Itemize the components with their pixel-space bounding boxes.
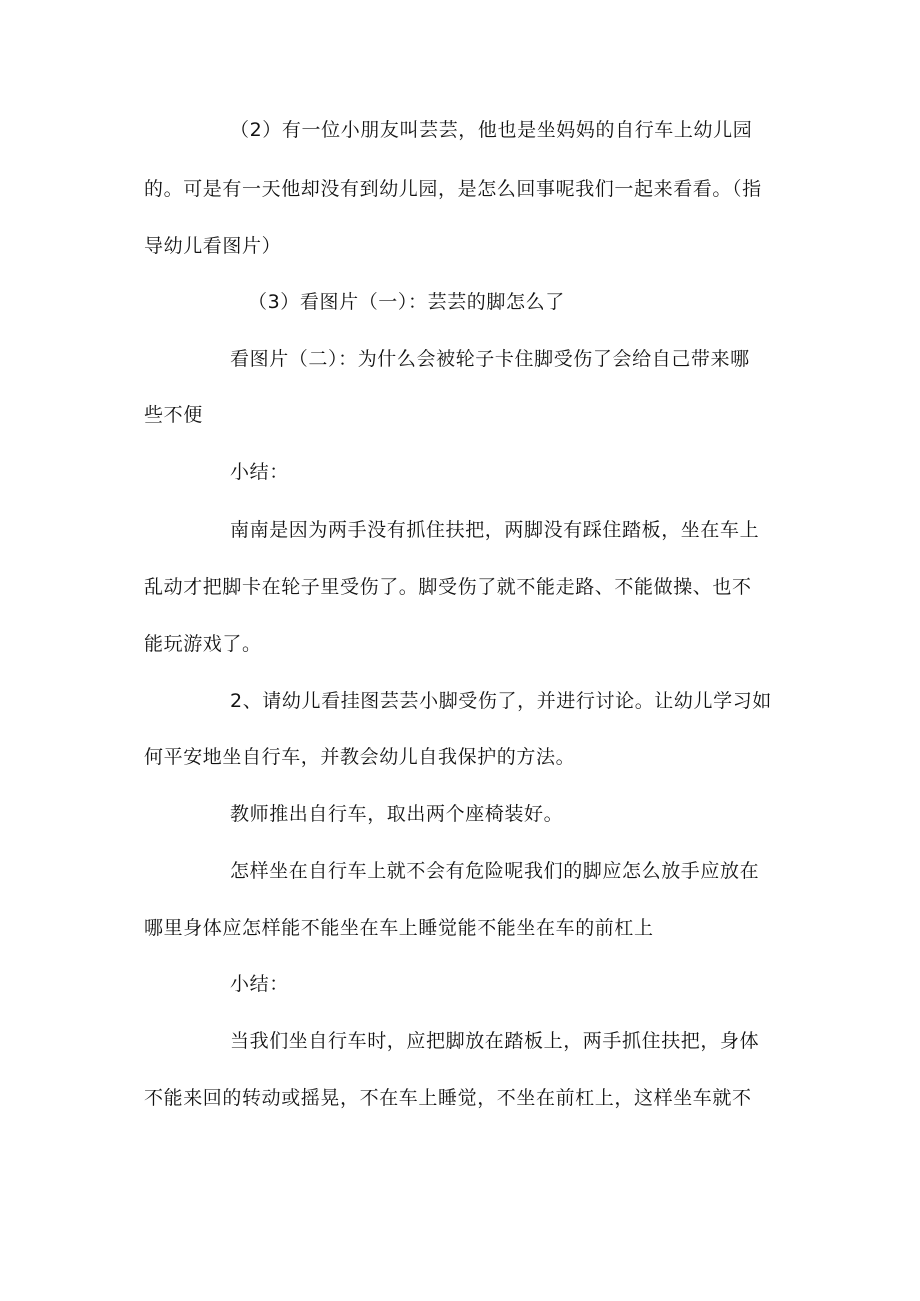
paragraph-line: （2）有一位小朋友叫芸芸，他也是坐妈妈的自行车上幼儿园 [230, 119, 753, 141]
paragraph-line: 2、请幼儿看挂图芸芸小脚受伤了，并进行讨论。让幼儿学习如 [230, 690, 772, 712]
paragraph-line: 看图片（二）：为什么会被轮子卡住脚受伤了会给自己带来哪 [230, 348, 750, 370]
paragraph-line: 何平安地坐自行车，并教会幼儿自我保护的方法。 [144, 746, 576, 768]
paragraph-line: 当我们坐自行车时，应把脚放在踏板上，两手抓住扶把，身体 [230, 1030, 760, 1052]
summary-heading: 小结： [230, 461, 289, 483]
paragraph-line: 不能来回的转动或摇晃，不在车上睡觉，不坐在前杠上，这样坐车就不 [144, 1087, 752, 1109]
paragraph-line: （3）看图片（一）：芸芸的脚怎么了 [248, 291, 565, 313]
summary-heading: 小结： [230, 973, 289, 995]
paragraph-line: 怎样坐在自行车上就不会有危险呢我们的脚应怎么放手应放在 [230, 860, 760, 882]
paragraph-line: 教师推出自行车，取出两个座椅装好。 [230, 803, 564, 825]
paragraph-line: 南南是因为两手没有抓住扶把，两脚没有踩住踏板，坐在车上 [230, 519, 760, 541]
paragraph-line: 哪里身体应怎样能不能坐在车上睡觉能不能坐在车的前杠上 [144, 917, 654, 939]
paragraph-line: 导幼儿看图片） [144, 235, 282, 257]
paragraph-line: 些不便 [144, 404, 203, 426]
paragraph-line: 乱动才把脚卡在轮子里受伤了。脚受伤了就不能走路、不能做操、也不 [144, 576, 752, 598]
paragraph-line: 的。可是有一天他却没有到幼儿园，是怎么回事呢我们一起来看看。（指 [144, 178, 762, 200]
paragraph-line: 能玩游戏了。 [144, 633, 262, 655]
